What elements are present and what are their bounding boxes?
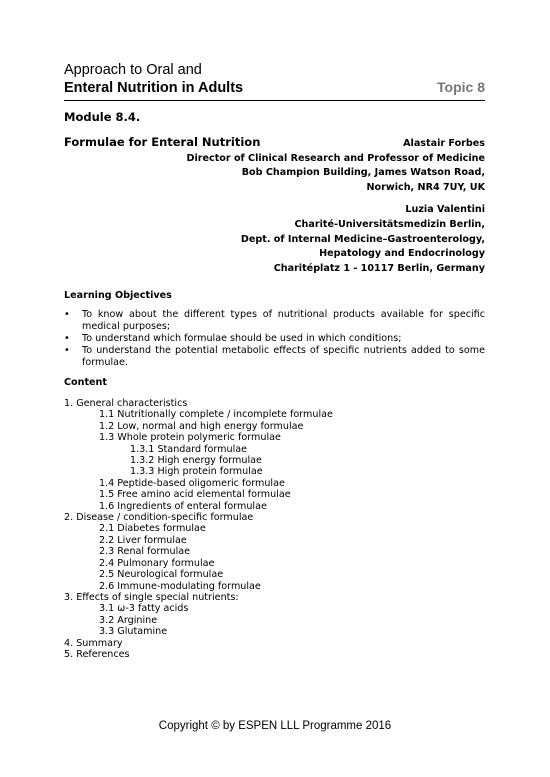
copyright-footer: Copyright © by ESPEN LLL Programme 2016 (158, 720, 392, 732)
author-affiliation-line: Bob Champion Building, James Watson Road, (241, 167, 485, 179)
topic-label: Topic 8 (437, 79, 485, 95)
author-gap (187, 195, 485, 203)
objective-text: To understand which formulae should be used in which conditions; (82, 333, 402, 344)
toc-item: 2.2 Liver formulae (99, 534, 187, 546)
objective-text: To know about the different types of nutritional products available for specific medical purposes; (82, 309, 485, 332)
toc-item: 3.1 ω-3 fatty acids (99, 603, 189, 615)
author-name: Alastair Forbes (403, 138, 485, 149)
module-title: Formulae for Enteral Nutrition (64, 135, 261, 149)
toc-item: 1.1 Nutritionally complete / incomplete formulae (99, 409, 333, 421)
header-title-line-2: Enteral Nutrition in Adults (64, 80, 244, 96)
bullet-icon: • (64, 345, 70, 356)
bullet-icon: • (64, 309, 70, 320)
toc-item: 1.3.1 Standard formulae (130, 443, 248, 455)
toc-item: 1.6 Ingredients of enteral formulae (99, 500, 267, 512)
toc-item: 3.3 Glutamine (99, 626, 168, 638)
toc-item: 1.2 Low, normal and high energy formulae (99, 420, 304, 432)
toc-item: 2.1 Diabetes formulae (99, 523, 206, 535)
learning-objectives-list (64, 309, 485, 369)
toc-item: 2.4 Pulmonary formulae (99, 557, 215, 569)
toc-item: 2.3 Renal formulae (99, 546, 191, 558)
author-name: Luzia Valentini (405, 204, 485, 216)
toc-item: 5. References (64, 648, 130, 660)
toc-item: 1.5 Free amino acid elemental formulae (99, 489, 291, 501)
author-affiliation-line: Norwich, NR4 7UY, UK (366, 181, 485, 193)
author-block (187, 137, 485, 276)
toc-item: 1.3.3 High protein formulae (130, 466, 263, 478)
author-affiliation-line: Director of Clinical Research and Professor of Medicine (186, 152, 485, 164)
toc-item: 1.4 Peptide-based oligomeric formulae (99, 477, 285, 489)
author-affiliation-line: Charitéplatz 1 - 10117 Berlin, Germany (273, 262, 485, 274)
page-header (64, 62, 485, 101)
learning-objectives-heading: Learning Objectives (64, 290, 172, 301)
toc-item: 4. Summary (64, 637, 123, 649)
objective-item (64, 345, 485, 369)
content-heading: Content (64, 377, 107, 388)
author-affiliation-line: Hepatology and Endocrinology (319, 248, 485, 260)
objective-item (64, 309, 485, 333)
bullet-icon: • (64, 333, 70, 344)
toc-item: 1. General characteristics (64, 398, 188, 409)
toc-item: 2.6 Immune-modulating formulae (99, 580, 261, 592)
toc-item: 3. Effects of single special nutrients: (64, 591, 239, 603)
header-title-line-1: Approach to Oral and (64, 62, 202, 78)
objective-item (64, 333, 485, 345)
module-number: Module 8.4. (64, 110, 141, 124)
toc-item: 2. Disease / condition-specific formulae (64, 512, 254, 524)
toc-item: 1.3 Whole protein polymeric formulae (99, 432, 281, 444)
toc-item: 1.3.2 High energy formulae (130, 455, 262, 467)
author-affiliation-line: Charité-Universitätsmedizin Berlin, (294, 218, 485, 230)
author-affiliation-line: Dept. of Internal Medicine–Gastroenterology, (240, 233, 485, 245)
objective-text: To understand the potential metabolic effects of specific nutrients added to some formulae. (82, 345, 485, 368)
toc-item: 2.5 Neurological formulae (99, 569, 224, 581)
toc-item: 3.2 Arginine (99, 614, 158, 626)
table-of-contents (64, 398, 333, 660)
